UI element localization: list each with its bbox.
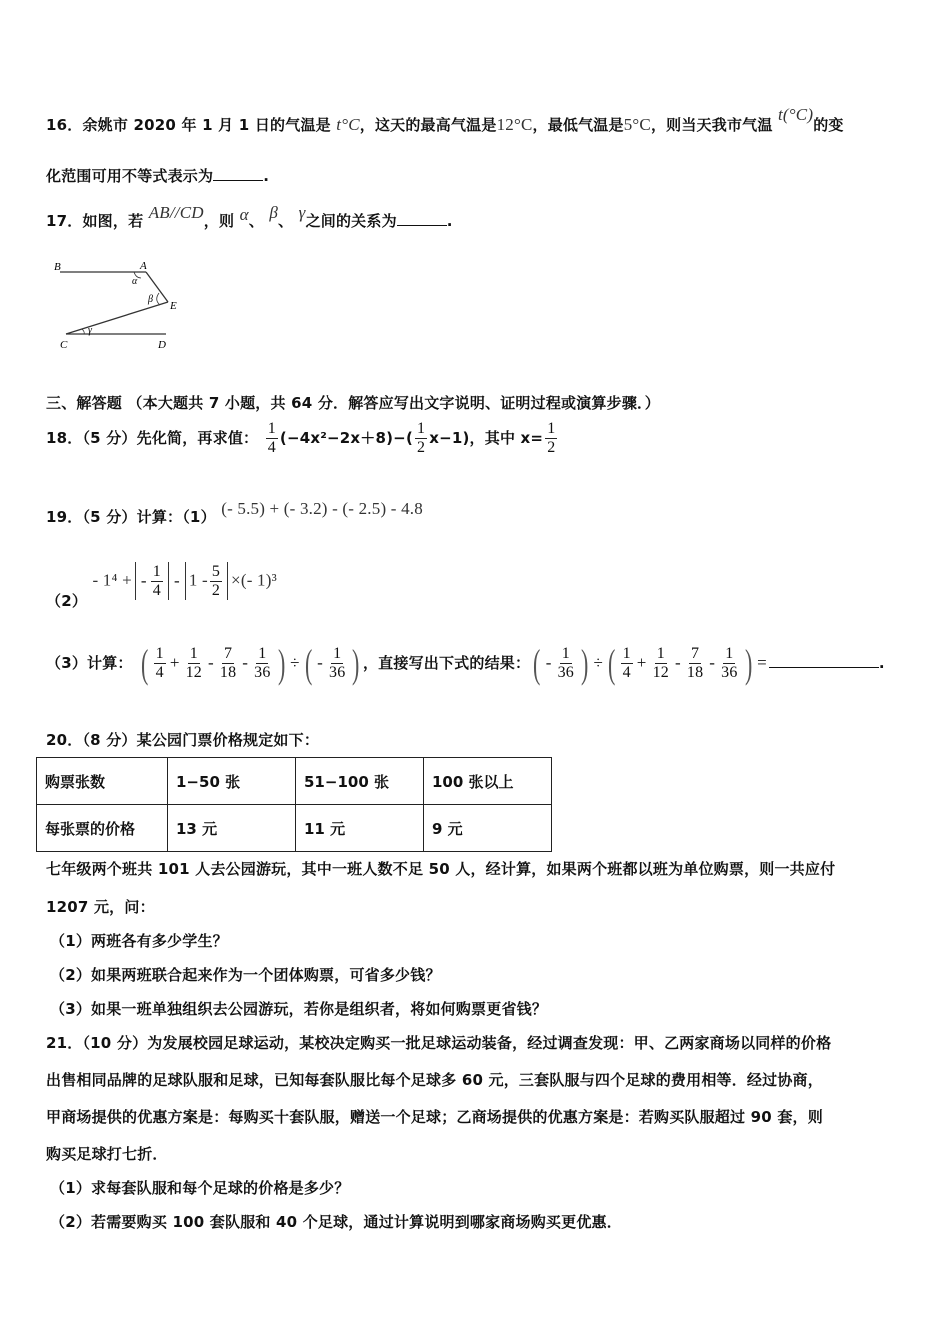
- frac-1-36: [719, 645, 739, 682]
- table-cell: 1−50 张: [168, 758, 296, 805]
- frac-1-12: [184, 645, 204, 682]
- frac-num: 1: [561, 645, 570, 662]
- frac-den: 12: [652, 664, 669, 681]
- q19-line1: [46, 499, 423, 527]
- frac-1-4: [621, 645, 633, 682]
- q19-part3-label: （3）计算：: [46, 654, 133, 672]
- table-row: [37, 758, 552, 805]
- q16-line2: [46, 165, 269, 186]
- q16-text-a: 余姚市 2020 年 1 月 1 日的气温是: [82, 116, 331, 134]
- minus-sign: -: [317, 653, 324, 672]
- q16-text-e: 的变: [813, 116, 844, 134]
- minus-sign: -: [242, 653, 249, 672]
- q19-part2-expr-b: 1 -: [188, 570, 208, 590]
- label-a: A: [140, 260, 147, 272]
- abs-bar: [168, 562, 169, 600]
- frac-1-36: [327, 645, 347, 682]
- q19-part2-expr-c: ×(- 1)³: [231, 570, 277, 590]
- q18-frac2: [415, 420, 427, 457]
- abs-bar: [185, 562, 186, 600]
- q16-temp-high: 12°C: [496, 115, 533, 134]
- frac-num: 1: [656, 645, 665, 662]
- q21-line-1: 21．（10 分）为发展校园足球运动，某校决定购买一批足球运动装备，经过调查发现：甲、乙两家商场以同样的价格: [46, 1034, 832, 1052]
- minus-sign: -: [545, 653, 552, 672]
- frac-den: 36: [557, 664, 574, 681]
- q19-line2: [46, 562, 277, 610]
- q21-sub-2: （2）若需要购买 100 套队服和 40 个足球，通过计算说明到哪家商场购买更优惠．: [50, 1213, 622, 1231]
- label-c: C: [60, 339, 68, 351]
- frac-7-18: [685, 645, 705, 682]
- beta-arc: [157, 293, 160, 305]
- q18-frac3-den: 2: [547, 439, 556, 456]
- left-paren: (: [533, 641, 541, 686]
- frac-num: 1: [258, 645, 267, 662]
- frac-num: 7: [690, 645, 700, 662]
- frac-1-36: [252, 645, 272, 682]
- plus-sign: +: [169, 653, 180, 672]
- q19-part2-frac1: [151, 563, 163, 600]
- frac-den: 4: [622, 664, 631, 681]
- q17-sep2: 、: [278, 212, 294, 230]
- right-paren: ): [581, 641, 589, 686]
- frac-1-36: [556, 645, 576, 682]
- frac-1-12: [651, 645, 671, 682]
- frac-den: 36: [721, 664, 738, 681]
- frac-num: 5: [211, 562, 221, 580]
- frac-den: 18: [219, 664, 237, 681]
- q18-expr-a: (−4x²−2x＋8)−(: [279, 429, 413, 447]
- q16-number: 16．: [46, 116, 83, 134]
- label-beta: β: [148, 294, 153, 305]
- q16-temp-low: 5°C: [623, 115, 651, 134]
- q20-para-2: 1207 元，问：: [46, 898, 155, 916]
- q21-line-2: 出售相同品牌的足球队服和足球，已知每套队服比每个足球多 60 元，三套队服与四个足球的费用相等．经过协商，: [46, 1071, 823, 1089]
- q18-frac1: [266, 420, 278, 457]
- frac-den: 2: [211, 581, 221, 599]
- table-cell: 13 元: [168, 805, 296, 852]
- q16-temp-var: t(°C): [778, 105, 814, 124]
- q18-number: 18．（5 分）先化简，再求值：: [46, 429, 259, 447]
- label-alpha: α: [132, 276, 138, 287]
- section3-title-text: 三、解答题 （本大题共 7 小题，共 64 分．解答应写出文字说明、证明过程或演算步骤．）: [46, 394, 660, 412]
- left-paren: (: [304, 641, 313, 686]
- q16-text-c: ，最低气温是: [532, 116, 624, 134]
- table-cell: 购票张数: [37, 758, 168, 805]
- q21-sub-1: （1）求每套队服和每个足球的价格是多少？: [50, 1179, 350, 1197]
- q19-part2-frac2: [210, 563, 222, 600]
- q17-text-a: 17．如图，若: [46, 212, 144, 230]
- q19-part2-expr-a: - 1⁴ +: [92, 570, 132, 590]
- q17-text-c: 之间的关系为: [305, 212, 397, 230]
- label-e: E: [170, 300, 177, 312]
- q17-answer-blank: [397, 225, 447, 226]
- q19-answer-blank: [769, 667, 879, 668]
- minus-sign: -: [140, 570, 147, 590]
- frac-7-18: [218, 645, 238, 682]
- frac-den: 12: [185, 664, 203, 681]
- label-b: B: [54, 261, 61, 273]
- plus-sign: +: [636, 653, 647, 672]
- right-paren: ): [277, 641, 286, 686]
- q19-expr1: (- 5.5) + (- 3.2) - (- 2.5) - 4.8: [221, 499, 423, 518]
- q17-parallel-expr: AB//CD: [148, 203, 204, 222]
- q16-temp-t: t°C: [336, 115, 360, 134]
- parallel-lines-figure: [48, 258, 198, 358]
- right-paren: ): [744, 641, 753, 686]
- q19-number: 19．（5 分）计算：（1）: [46, 508, 216, 526]
- abs-bar: [135, 562, 136, 600]
- q19-period: .: [878, 654, 885, 672]
- minus-sign: -: [173, 570, 180, 590]
- frac-den: 36: [254, 664, 271, 681]
- q17-sep1: 、: [248, 212, 264, 230]
- q20-sub-2: （2）如果两班联合起来作为一个团体购票，可省多少钱？: [50, 966, 441, 984]
- right-paren: ): [352, 641, 360, 686]
- frac-den: 18: [686, 664, 704, 681]
- table-cell: 51−100 张: [296, 758, 424, 805]
- q19-line3: [46, 640, 885, 687]
- frac-den: 4: [155, 664, 164, 681]
- q16-text-b: ，这天的最高气温是: [359, 116, 497, 134]
- divide-sign: ÷: [290, 653, 300, 672]
- left-paren: (: [608, 641, 616, 686]
- frac-num: 1: [152, 562, 161, 580]
- q16-period: .: [263, 167, 270, 185]
- q19-part2-label: （2）: [46, 591, 88, 610]
- divide-sign: ÷: [593, 653, 604, 672]
- frac-num: 7: [223, 645, 233, 662]
- q17-period: .: [446, 212, 453, 230]
- frac-num: 1: [725, 645, 734, 662]
- q18-expr-b: x−1)，其中 x=: [429, 429, 544, 447]
- q21-line-3: 甲商场提供的优惠方案是：每购买十套队服，赠送一个足球；乙商场提供的优惠方案是：若购买队服超过 90 套，则: [46, 1108, 823, 1126]
- q20-sub-1: （1）两班各有多少学生？: [50, 932, 228, 950]
- q18-frac3: [545, 420, 557, 457]
- q19-part3-mid-text: ，直接写出下式的结果：: [362, 654, 531, 672]
- minus-sign: -: [208, 653, 214, 672]
- q17-gamma: γ: [298, 203, 306, 222]
- minus-sign: -: [709, 653, 716, 672]
- frac-num: 1: [622, 645, 631, 662]
- q17-alpha: α: [239, 205, 249, 224]
- frac-den: 36: [329, 664, 346, 681]
- q21-line-4: 购买足球打七折．: [46, 1145, 168, 1163]
- q17-line: [46, 203, 453, 231]
- section3-title: [46, 392, 660, 413]
- q17-beta: β: [269, 203, 279, 222]
- minus-sign: -: [675, 653, 681, 672]
- q18-frac1-den: 4: [267, 439, 276, 456]
- q16-text-d: ，则当天我市气温: [650, 116, 773, 134]
- table-cell: 每张票的价格: [37, 805, 168, 852]
- frac-num: 1: [189, 645, 198, 662]
- equals-sign: =: [757, 653, 767, 672]
- gamma-arc: [82, 329, 84, 334]
- left-paren: (: [141, 641, 149, 686]
- q17-text-b: ，则: [203, 212, 235, 230]
- q18-frac2-num: 1: [417, 420, 426, 437]
- q16-line2-text: 化范围可用不等式表示为: [46, 167, 214, 185]
- abs-bar: [227, 562, 228, 600]
- q16-line1: [46, 105, 844, 135]
- frac-1-4: [154, 645, 166, 682]
- table-cell: 11 元: [296, 805, 424, 852]
- q20-para-1: 七年级两个班共 101 人去公园游玩，其中一班人数不足 50 人，经计算，如果两个班都以班为单位购票，则一共应付: [46, 860, 836, 878]
- q18-frac1-num: 1: [267, 420, 276, 437]
- price-table: [36, 757, 552, 852]
- table-row: [37, 805, 552, 852]
- label-gamma: γ: [88, 325, 92, 336]
- frac-den: 4: [152, 581, 161, 599]
- q20-title: [46, 729, 319, 750]
- q20-sub-3: （3）如果一班单独组织去公园游玩，若你是组织者，将如何购票更省钱？: [50, 1000, 548, 1018]
- q18-frac2-den: 2: [417, 439, 426, 456]
- line-ec: [66, 302, 168, 334]
- table-cell: 100 张以上: [424, 758, 552, 805]
- q18-frac3-num: 1: [547, 420, 556, 437]
- frac-num: 1: [333, 645, 342, 662]
- q18-line: [46, 420, 559, 457]
- table-cell: 9 元: [424, 805, 552, 852]
- frac-num: 1: [155, 645, 164, 662]
- q16-answer-blank: [213, 180, 263, 181]
- q20-title-text: 20．（8 分）某公园门票价格规定如下：: [46, 731, 320, 749]
- label-d: D: [158, 339, 166, 351]
